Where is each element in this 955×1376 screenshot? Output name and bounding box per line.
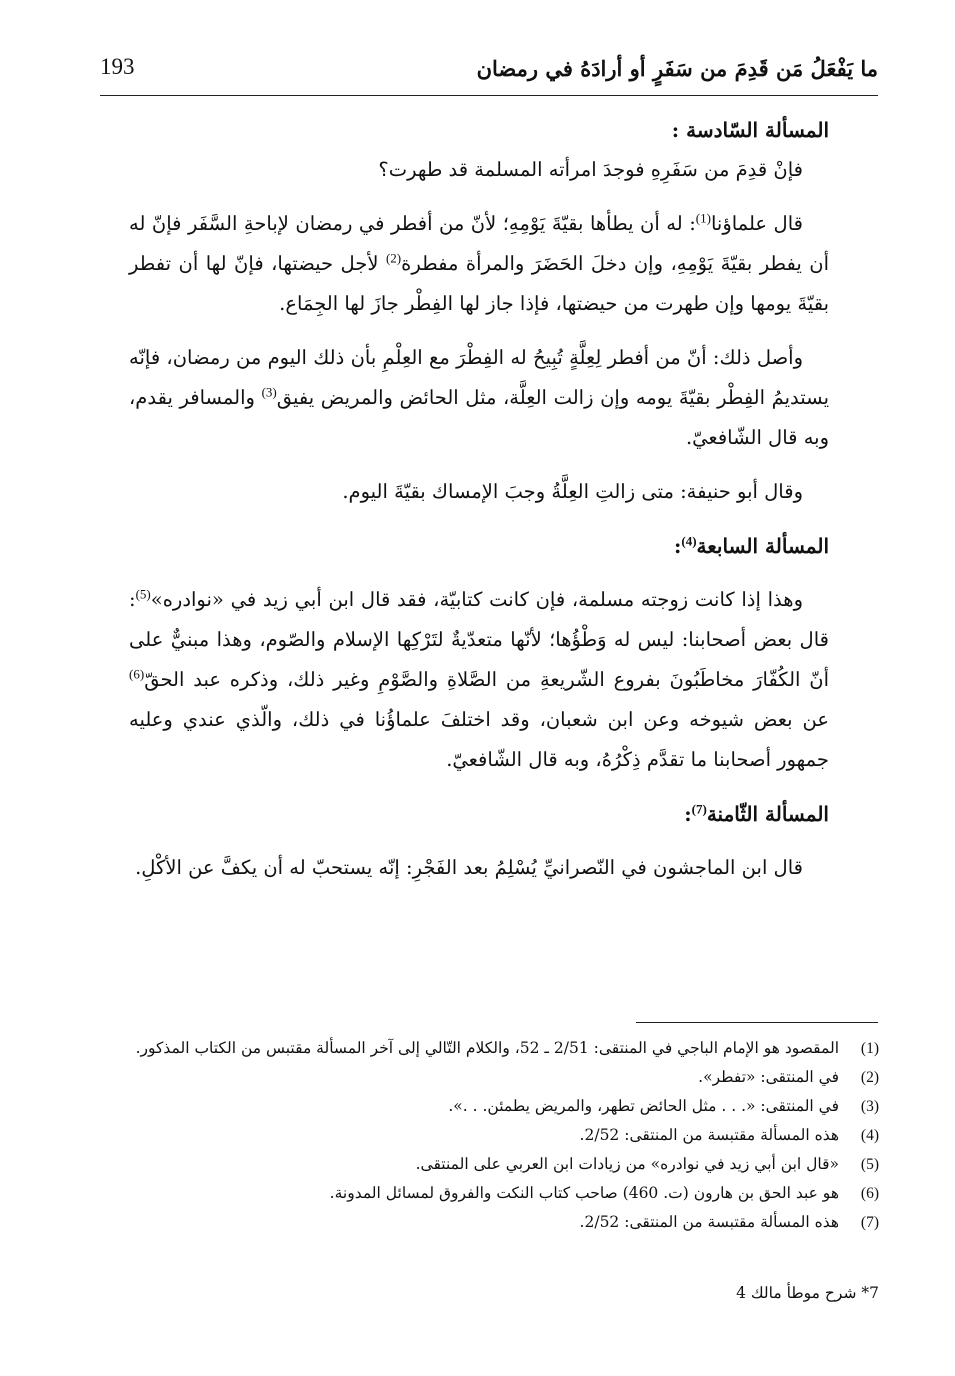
page-number: 193: [100, 54, 135, 79]
footnote-item: [109, 1179, 879, 1208]
paragraph: وقال أبو حنيفة: متى زالتِ العِلَّةُ وجبَ الإمساك بقيّةَ اليوم.: [342, 480, 803, 503]
paragraph: [129, 580, 829, 780]
footnote-ref[interactable]: (4): [681, 533, 697, 549]
footnote-text: في المنتقى: «تفطر».: [698, 1068, 839, 1086]
footnote-number: (6): [860, 1185, 879, 1202]
running-header: [100, 52, 878, 92]
footnote-ref[interactable]: (1): [695, 210, 711, 226]
footnote-item: [109, 1063, 879, 1092]
heading-text: المسألة السابعة: [696, 534, 829, 558]
footnote-ref[interactable]: (2): [385, 250, 402, 266]
footnote-item: [109, 1208, 879, 1237]
heading-text: المسألة الثّامنة: [706, 802, 829, 826]
paragraph: [129, 204, 829, 324]
header-title: ما يَفْعَلُ مَن قَدِمَ من سَفَرٍ أو أرادَهُ في رمضان: [476, 56, 878, 81]
footnote-number: (5): [860, 1156, 879, 1173]
heading-colon: :: [673, 534, 682, 558]
footnote-text: هو عبد الحق بن هارون (ت. 460) صاحب كتاب النكت والفروق لمسائل المدونة.: [329, 1184, 839, 1202]
footnote-ref[interactable]: (6): [129, 666, 145, 682]
text-run: : له أن يطأها بقيّةَ يَوْمِهِ؛ لأنّ من أفطر في رمضان لإباحةِ السَّفَر فإنّ له أن يفطر بقيّةَ يَوْمِهِ، وإن دخلَ الحَضَرَ والمرأة مفطرة: [129, 212, 829, 275]
footnote-ref[interactable]: (7): [691, 801, 707, 817]
footnote-text: هذه المسألة مقتبسة من المنتقى: 2/52.: [579, 1126, 839, 1144]
footnotes: [109, 1034, 879, 1237]
footnote-number: (1): [860, 1040, 879, 1057]
section-heading-8: [129, 794, 829, 834]
paragraph: فإنْ قدِمَ من سَفَرِهِ فوجدَ امرأته المسلمة قد طهرت؟: [378, 158, 803, 181]
footnote-item: [109, 1092, 879, 1121]
section-heading-6: المسألة السّادسة :: [671, 118, 829, 142]
signature-mark: 7* شرح موطأ مالك 4: [736, 1284, 879, 1302]
footnote-separator: [636, 1022, 878, 1023]
footnote-text: المقصود هو الإمام الباجي في المنتقى: 2/51 ـ 52، والكلام التّالي إلى آخر المسألة مقتبس من الكتاب المذكور.: [135, 1039, 839, 1057]
footnote-number: (4): [860, 1127, 879, 1144]
text-run: وأصل ذلك: أنّ من أفطر لِعِلَّةٍ تُبِيحُ له الفِطْرَ مع العِلْمِ بأن ذلك اليوم من رمضان، فإنّه يستديمُ الفِطْر بقيّةَ يومه وإن زالت العِلَّة، مثل الحائض والمريض يفيق: [129, 346, 829, 409]
paragraph: قال ابن الماجشون في النّصرانيِّ يُسْلِمُ بعد الفَجْرِ: إنّه يستحبّ له أن يكفَّ عن الأكْلِ.: [135, 856, 803, 879]
text-run: قال علماؤنا: [710, 212, 803, 235]
footnote-ref[interactable]: (3): [261, 384, 277, 400]
footnote-text: هذه المسألة مقتبسة من المنتقى: 2/52.: [579, 1213, 839, 1231]
header-rule: [100, 95, 878, 96]
main-text: [129, 110, 829, 888]
footnote-text: «قال ابن أبي زيد في نوادره» من زيادات ابن العربي على المنتقى.: [415, 1155, 839, 1173]
text-run: وهذا إذا كانت زوجته مسلمة، فإن كانت كتابيّة، فقد قال ابن أبي زيد في «نوادره»: [150, 588, 803, 611]
paragraph: [129, 338, 829, 458]
footnote-number: (3): [860, 1098, 879, 1115]
text-run: والمسافر يقدم، وبه قال الشّافعيّ.: [129, 386, 829, 449]
footnote-item: [109, 1034, 879, 1063]
text-run: : قال بعض أصحابنا: ليس له وَطْؤُها؛ لأنّها متعدّيةٌ لتَرْكِها الإسلام والصّوم، وهذا مبنيٌّ على أنّ الكُفّارَ مخاطَبُونَ بفروع الشّريعةِ من الصَّلاةِ والصَّوْمِ وغير ذلك، وذكره عبد الحقّ: [129, 588, 829, 691]
text-run: عن بعض شيوخه وعن ابن شعبان، وقد اختلفَ علماؤُنا في ذلك، والّذي عندي وعليه جمهور أصحابنا ما تقدَّم ذِكْرُهُ، وبه قال الشّافعيّ.: [129, 708, 829, 771]
section-heading-7: [129, 526, 829, 566]
footnote-number: (2): [860, 1069, 879, 1086]
text-run: لأجل حيضتها، فإنّ لها أن تفطر بقيّةَ يومها وإن طهرت من حيضتها، فإذا جاز لها الفِطْر جازَ لها الجِمَاع.: [129, 252, 829, 315]
footnote-ref[interactable]: (5): [135, 586, 151, 602]
footnote-text: في المنتقى: «. . . مثل الحائض تطهر، والمريض يطمئن. . .».: [448, 1097, 839, 1115]
footnote-item: [109, 1150, 879, 1179]
footnote-item: [109, 1121, 879, 1150]
heading-colon: :: [684, 802, 692, 826]
footnote-number: (7): [860, 1214, 879, 1231]
